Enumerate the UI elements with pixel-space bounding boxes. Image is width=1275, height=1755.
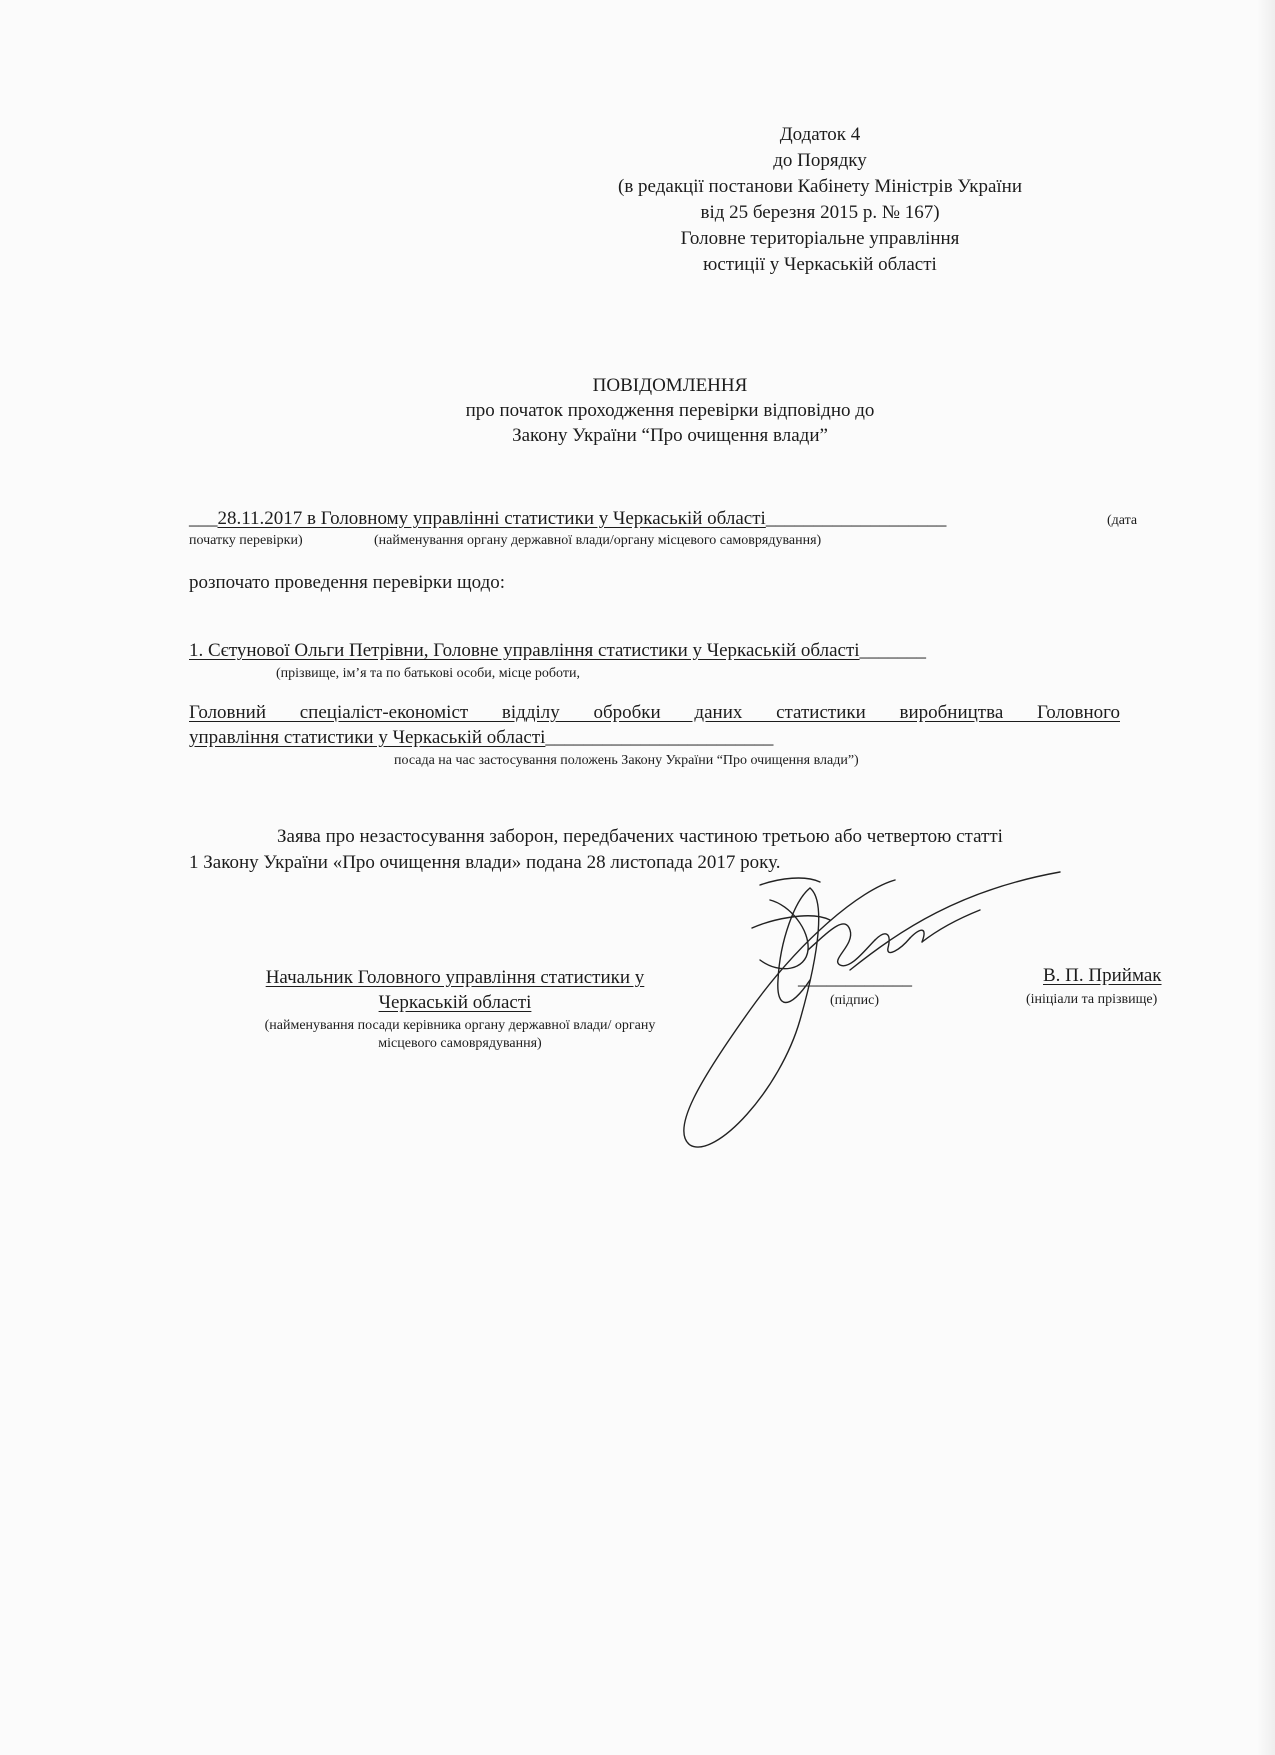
person-line: [189, 640, 926, 662]
header-appendix: Додаток 4: [779, 124, 861, 145]
signatory-name-note: (ініціали та прізвище): [1026, 992, 1158, 1007]
header-authority-region: юстиції у Черкаській області: [703, 254, 937, 275]
position-note: посада на час застосування положень Закону України “Про очищення влади”): [394, 753, 859, 768]
position-blank: ________________________: [545, 727, 774, 748]
signatory-title-note-2: місцевого самоврядування): [378, 1036, 542, 1051]
signatory-title: [190, 965, 720, 1015]
check-start-line: [189, 508, 946, 530]
statement-line-2: 1 Закону України «Про очищення влади» подана 28 листопада 2017 року.: [189, 852, 781, 873]
person-line-blank: _______: [859, 640, 927, 661]
check-start-body-note: (найменування органу державної влади/органу місцевого самоврядування): [374, 533, 822, 548]
document-title: ПОВІДОМЛЕННЯ: [592, 375, 748, 396]
signatory-title-line-1: Начальник Головного управління статистики у: [265, 967, 645, 988]
header-resolution: (в редакції постанови Кабінету Міністрів України: [618, 176, 1022, 197]
check-start-lead-blank: ___: [189, 508, 218, 529]
handwritten-signature: [660, 860, 1080, 1150]
started-text: розпочато проведення перевірки щодо:: [189, 572, 506, 593]
check-start-date-note-cont: початку перевірки): [189, 533, 303, 548]
position-text-2: управління статистики у Черкаській області: [189, 727, 546, 748]
signatory-title-note: [190, 1017, 730, 1053]
person-name-workplace: 1. Сєтунової Ольги Петрівни, Головне управління статистики у Черкаській області: [189, 640, 860, 661]
header-order: до Порядку: [773, 150, 867, 171]
signatory-title-note-1: (найменування посади керівника органу державної влади/ органу: [264, 1018, 656, 1033]
document-subtitle-1: про початок проходження перевірки відповідно до: [465, 400, 875, 421]
check-start-date-note: (дата: [1107, 513, 1138, 528]
document-subtitle-2: Закону України “Про очищення влади”: [512, 425, 828, 446]
signature-blank: ____________: [798, 968, 912, 989]
position-line-2: [189, 727, 773, 749]
header-resolution-date: від 25 березня 2015 р. № 167): [700, 202, 940, 223]
document-header: [570, 122, 1070, 278]
check-start-date-body: 28.11.2017 в Головному управлінні статистики у Черкаській області: [217, 508, 766, 529]
page-edge-shadow: [1257, 0, 1275, 1755]
statement-line-1: Заява про незастосування заборон, передбачених частиною третьою або четвертою статті: [277, 826, 1003, 847]
person-note: (прізвище, ім’я та по батькові особи, місце роботи,: [276, 666, 580, 681]
signature-note: (підпис): [830, 993, 880, 1008]
signatory-name-text: В. П. Приймак: [1043, 965, 1162, 986]
position-line-1: Головний спеціаліст-економіст відділу обробки даних статистики виробництва Головного: [189, 702, 1120, 723]
document-title-block: [300, 373, 1040, 448]
header-authority: Головне територіальне управління: [680, 228, 960, 249]
check-start-trail-blank: ___________________: [765, 508, 947, 529]
signatory-title-line-2: Черкаській області: [378, 992, 532, 1013]
